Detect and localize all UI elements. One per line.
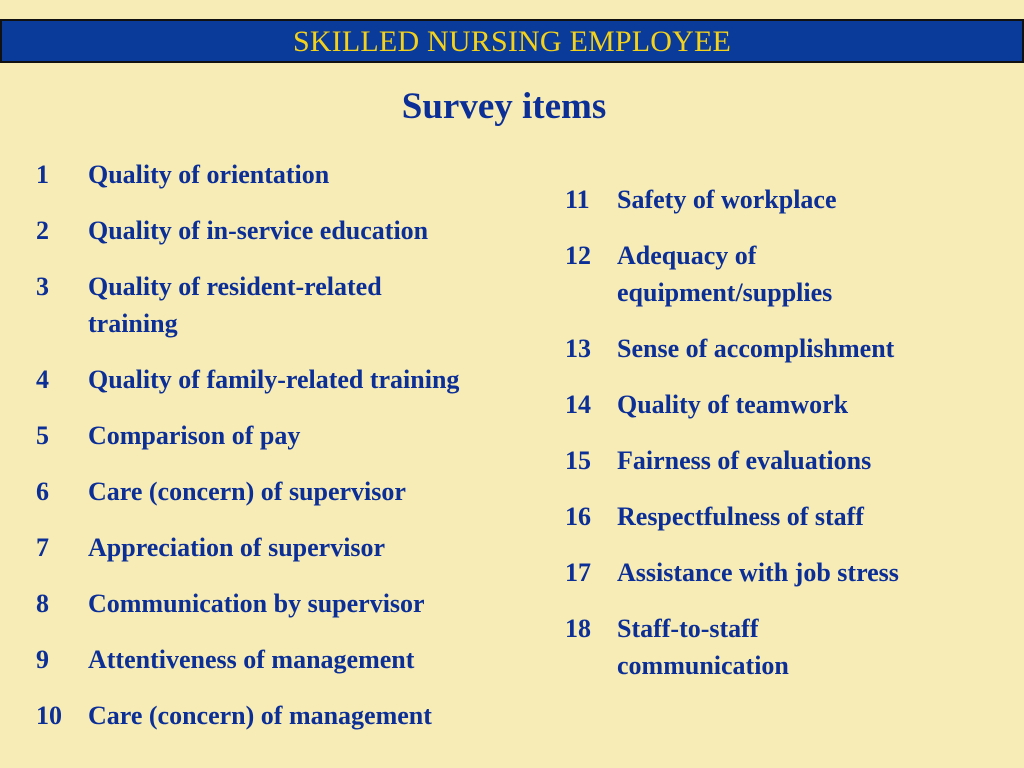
item-label: Care (concern) of management (88, 701, 432, 730)
item-number: 8 (36, 589, 49, 618)
item-label: Sense of accomplishment (617, 334, 895, 363)
item-number: 5 (36, 421, 49, 450)
item-number: 18 (565, 614, 591, 643)
item-number: 7 (36, 533, 49, 562)
survey-item (36, 156, 546, 193)
item-number: 13 (565, 334, 591, 363)
item-label: Quality of teamwork (617, 390, 849, 419)
item-label: Communication by supervisor (88, 589, 425, 618)
survey-item (36, 361, 546, 398)
item-number: 6 (36, 477, 49, 506)
item-label: Quality of orientation (88, 160, 330, 189)
item-number: 3 (36, 272, 49, 301)
item-number: 1 (36, 160, 49, 189)
item-number: 2 (36, 216, 49, 245)
item-label: Fairness of evaluations (617, 446, 872, 475)
survey-item (36, 641, 546, 678)
survey-item (36, 268, 476, 342)
item-number: 4 (36, 365, 49, 394)
item-number: 17 (565, 558, 591, 587)
item-number: 16 (565, 502, 591, 531)
item-number: 10 (36, 701, 62, 730)
item-label: Staff-to-staff communication (617, 614, 789, 680)
item-label: Attentiveness of management (88, 645, 415, 674)
survey-item (565, 554, 1015, 591)
survey-item (565, 498, 1015, 535)
survey-items-left (36, 156, 546, 753)
item-label: Assistance with job stress (617, 558, 899, 587)
item-number: 11 (565, 185, 590, 214)
survey-item (36, 529, 546, 566)
survey-item (36, 212, 546, 249)
survey-item (565, 330, 1015, 367)
item-number: 15 (565, 446, 591, 475)
item-label: Quality of in-service education (88, 216, 429, 245)
item-label: Comparison of pay (88, 421, 301, 450)
slide-subtitle: Survey items (401, 86, 607, 127)
item-label: Adequacy of equipment/supplies (617, 241, 833, 307)
survey-item (565, 386, 1015, 423)
item-label: Safety of workplace (617, 185, 837, 214)
item-number: 12 (565, 241, 591, 270)
item-label: Appreciation of supervisor (88, 533, 386, 562)
item-label: Quality of resident-related training (88, 272, 382, 338)
item-number: 9 (36, 645, 49, 674)
survey-item (36, 473, 546, 510)
survey-item (36, 697, 546, 734)
survey-item (36, 417, 546, 454)
survey-item (565, 237, 925, 311)
survey-item (565, 181, 1015, 218)
survey-item (565, 610, 885, 684)
survey-item (36, 585, 546, 622)
item-number: 14 (565, 390, 591, 419)
item-label: Quality of family-related training (88, 365, 460, 394)
item-label: Respectfulness of staff (617, 502, 864, 531)
survey-item (565, 442, 1015, 479)
title-banner (0, 19, 1024, 63)
survey-items-right (565, 181, 1015, 703)
item-label: Care (concern) of supervisor (88, 477, 406, 506)
page-title: SKILLED NURSING EMPLOYEE (292, 25, 732, 58)
